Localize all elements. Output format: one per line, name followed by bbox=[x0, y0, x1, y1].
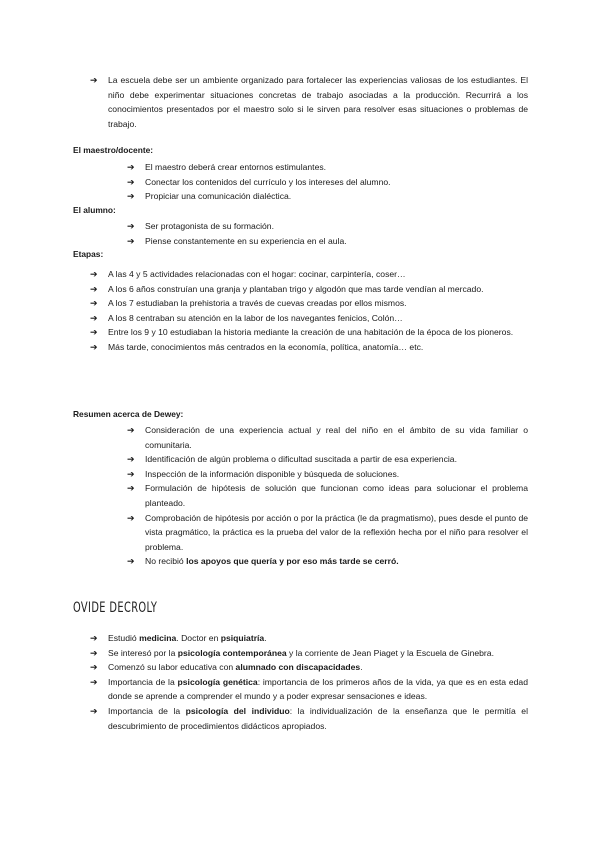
list-item-text: Ser protagonista de su formación. bbox=[145, 221, 274, 231]
section-label-maestro: El maestro/docente: bbox=[73, 145, 154, 155]
arrow-icon: ➔ bbox=[90, 676, 98, 687]
list-item bbox=[127, 189, 528, 204]
etapas-list bbox=[90, 267, 528, 355]
text-run: : la individualización de la enseñanza que le permitía el descubrimiento de procedimientos didácticos apropiados. bbox=[108, 705, 528, 731]
text-run: . Doctor en bbox=[176, 633, 221, 643]
bold-text: psicología del individuo bbox=[185, 705, 290, 716]
text-run: Importancia de la bbox=[108, 705, 186, 716]
list-item bbox=[90, 631, 528, 646]
maestro-list bbox=[127, 160, 528, 204]
decroly-list bbox=[90, 631, 528, 733]
text-run: Comenzó su labor educativa con bbox=[108, 662, 236, 673]
list-item bbox=[90, 646, 528, 661]
arrow-icon: ➔ bbox=[90, 341, 98, 352]
bold-text: psicología contemporánea bbox=[177, 647, 287, 658]
arrow-icon: ➔ bbox=[127, 221, 135, 231]
list-item-text: Más tarde, conocimientos más centrados en la economía, política, anatomía… etc. bbox=[108, 341, 424, 352]
list-item bbox=[90, 282, 528, 297]
list-item-text: Propiciar una comunicación dialéctica. bbox=[145, 191, 292, 202]
list-item bbox=[127, 423, 528, 452]
list-item bbox=[90, 660, 528, 675]
arrow-icon: ➔ bbox=[127, 483, 135, 494]
text-run: Estudió bbox=[108, 633, 140, 643]
arrow-icon: ➔ bbox=[90, 312, 98, 323]
text-run: y la corriente de Jean Piaget y la Escuela de Ginebra. bbox=[286, 647, 494, 658]
list-item-text: Consideración de una experiencia actual y real del niño en el ámbito de su vida familiar o comunitaria. bbox=[145, 425, 528, 450]
list-item-text: Conectar los contenidos del currículo y los intereses del alumno. bbox=[145, 176, 391, 187]
arrow-icon: ➔ bbox=[127, 191, 135, 202]
list-item-text: Piense constantemente en su experiencia en el aula. bbox=[145, 235, 347, 246]
list-item bbox=[127, 554, 528, 569]
arrow-icon: ➔ bbox=[127, 176, 135, 187]
list-item-text: La escuela debe ser un ambiente organizado para fortalecer las experiencias valiosas de los estudiantes. El niño debe experimentar situaciones concretas de trabajo asociadas a la producción. Recurrirá a los conocimientos presentados por el maestro solo si le sirven para resolver esas situaciones o problemas de trabajo. bbox=[108, 75, 528, 129]
intro-list bbox=[90, 73, 528, 131]
list-item-text: A las 4 y 5 actividades relacionadas con el hogar: cocinar, carpintería, coser… bbox=[108, 269, 406, 279]
arrow-icon: ➔ bbox=[127, 425, 135, 435]
bold-text: psiquiatría bbox=[220, 633, 265, 643]
arrow-icon: ➔ bbox=[90, 647, 98, 658]
arrow-icon: ➔ bbox=[90, 633, 98, 643]
arrow-icon: ➔ bbox=[127, 162, 135, 172]
alumno-list bbox=[127, 219, 528, 248]
bold-text: alumnado con discapacidades bbox=[235, 662, 361, 673]
list-item-text: El maestro deberá crear entornos estimulantes. bbox=[145, 162, 327, 172]
text-run: Importancia de la bbox=[108, 676, 178, 687]
list-item-text: A los 7 estudiaban la prehistoria a través de cuevas creadas por ellos mismos. bbox=[108, 298, 407, 309]
list-item bbox=[127, 160, 528, 175]
list-item bbox=[90, 296, 528, 311]
resumen-list bbox=[127, 423, 528, 569]
arrow-icon: ➔ bbox=[90, 283, 98, 294]
arrow-icon: ➔ bbox=[127, 468, 135, 479]
list-item-text: Comprobación de hipótesis por acción o por la práctica (le da pragmatismo), pues desde el punto de vista pragmático, la práctica es la prueba del valor de la reflexión hecha por el niño para resolver el problema. bbox=[145, 512, 528, 552]
list-item bbox=[90, 340, 528, 355]
list-item-text: Inspección de la información disponible y búsqueda de soluciones. bbox=[145, 468, 400, 479]
bold-text: medicina bbox=[139, 633, 177, 643]
arrow-icon: ➔ bbox=[127, 512, 135, 523]
list-item bbox=[90, 311, 528, 326]
section-label-etapas: Etapas: bbox=[73, 249, 104, 259]
list-item bbox=[127, 219, 528, 234]
list-item-text: No recibió bbox=[145, 556, 187, 567]
list-item bbox=[90, 325, 528, 340]
arrow-icon: ➔ bbox=[90, 705, 98, 716]
list-item bbox=[127, 467, 528, 482]
list-item-text: A los 8 centraban su atención en la labor de los navegantes fenicios, Colón… bbox=[108, 312, 403, 323]
list-item-text: A los 6 años construían una granja y plantaban trigo y algodón que mas tarde vendían al mercado. bbox=[108, 283, 484, 294]
arrow-icon: ➔ bbox=[90, 298, 98, 309]
list-item bbox=[90, 675, 528, 704]
arrow-icon: ➔ bbox=[90, 269, 98, 279]
bold-text: los apoyos que quería y por eso más tarde se cerró. bbox=[186, 556, 399, 567]
arrow-icon: ➔ bbox=[127, 454, 135, 465]
section-heading-decroly: OVIDE DECROLY bbox=[73, 600, 158, 616]
bold-text: psicología genética bbox=[177, 676, 258, 687]
list-item bbox=[127, 452, 528, 467]
text-run: . bbox=[264, 633, 267, 643]
list-item-text: Identificación de algún problema o dificultad suscitada a partir de esa experiencia. bbox=[145, 454, 457, 465]
text-run: . bbox=[360, 662, 363, 673]
section-label-alumno: El alumno: bbox=[73, 205, 116, 215]
list-item bbox=[90, 704, 528, 733]
list-item bbox=[127, 175, 528, 190]
text-run: : importancia de los primeros años de la vida, ya que es en esta edad donde se aprende a comprender el mundo y a poder expresar sensaciones e ideas. bbox=[108, 676, 528, 702]
list-item bbox=[90, 267, 528, 282]
arrow-icon: ➔ bbox=[127, 556, 135, 567]
list-item-text: Entre los 9 y 10 estudiaban la historia mediante la creación de una habitación de la época de los pioneros. bbox=[108, 327, 514, 338]
list-item-text: Formulación de hipótesis de solución que funcionan como ideas para solucionar el problema planteado. bbox=[145, 483, 528, 508]
arrow-icon: ➔ bbox=[90, 662, 98, 673]
list-item bbox=[127, 481, 528, 510]
arrow-icon: ➔ bbox=[90, 327, 98, 338]
arrow-icon: ➔ bbox=[90, 75, 98, 85]
list-item bbox=[127, 511, 528, 555]
text-run: Se interesó por la bbox=[108, 647, 178, 658]
list-item bbox=[127, 234, 528, 249]
list-item bbox=[90, 73, 528, 131]
arrow-icon: ➔ bbox=[127, 235, 135, 246]
section-label-resumen: Resumen acerca de Dewey: bbox=[73, 409, 184, 419]
